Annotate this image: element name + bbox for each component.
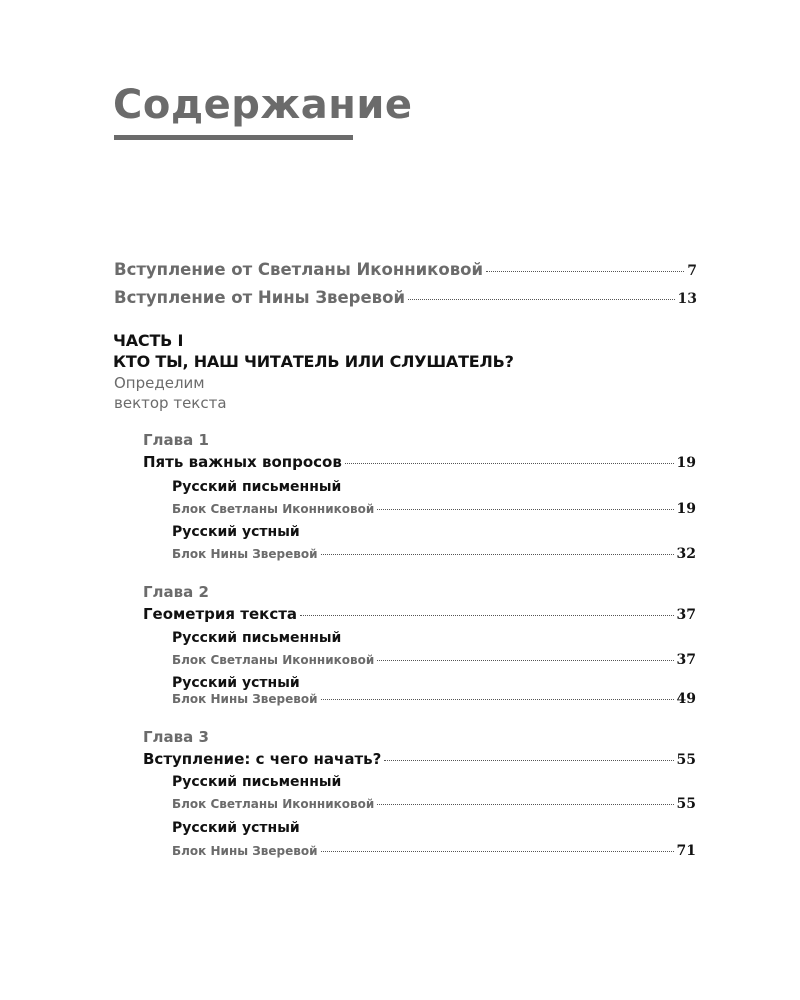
chapter-title: Вступление: с чего начать? (143, 750, 382, 768)
leader-dots (384, 760, 673, 761)
leader-dots (321, 699, 674, 700)
section-heading: Русский письменный (172, 630, 342, 646)
block-label: Блок Светланы Иконниковой (172, 502, 375, 516)
section-heading: Русский письменный (172, 479, 342, 495)
page-number: 49 (676, 691, 696, 707)
section-heading: Русский письменный (172, 774, 342, 790)
toc-entry-block[interactable] (172, 691, 696, 707)
section-heading: Русский устный (172, 820, 300, 836)
leader-dots (345, 463, 674, 464)
toc-entry-label: Вступление от Нины Зверевой (114, 288, 406, 307)
block-label: Блок Нины Зверевой (172, 547, 318, 561)
block-label: Блок Нины Зверевой (172, 844, 318, 858)
part-subtitle-line1: Определим (114, 374, 205, 392)
section-heading: Русский устный (172, 675, 300, 691)
toc-entry-intro-2[interactable] (114, 288, 697, 307)
leader-dots (377, 804, 673, 805)
page-number: 19 (676, 501, 696, 517)
part-subtitle-line2: вектор текста (114, 394, 227, 412)
leader-dots (408, 299, 674, 300)
leader-dots (300, 615, 673, 616)
chapter-title: Пять важных вопросов (143, 453, 342, 471)
page-number: 55 (676, 796, 696, 812)
toc-entry-block[interactable] (172, 501, 696, 517)
leader-dots (377, 509, 673, 510)
part-number: ЧАСТЬ I (113, 331, 184, 350)
toc-entry-block[interactable] (172, 843, 696, 859)
block-label: Блок Нины Зверевой (172, 692, 318, 706)
block-label: Блок Светланы Иконниковой (172, 653, 375, 667)
chapter-label: Глава 2 (143, 583, 209, 601)
chapter-title: Геометрия текста (143, 605, 298, 623)
toc-entry-chapter-1[interactable] (143, 453, 696, 471)
leader-dots (321, 851, 674, 852)
page-number: 13 (677, 291, 697, 307)
chapter-label: Глава 3 (143, 728, 209, 746)
page-number: 71 (676, 843, 696, 859)
page-number: 55 (676, 752, 696, 768)
page-number: 19 (676, 455, 696, 471)
part-title: КТО ТЫ, НАШ ЧИТАТЕЛЬ ИЛИ СЛУШАТЕЛЬ? (113, 352, 514, 371)
section-heading: Русский устный (172, 524, 300, 540)
toc-entry-chapter-2[interactable] (143, 605, 696, 623)
leader-dots (321, 554, 674, 555)
chapter-label: Глава 1 (143, 431, 209, 449)
toc-entry-block[interactable] (172, 796, 696, 812)
toc-entry-intro-1[interactable] (114, 260, 697, 279)
page-number: 32 (676, 546, 696, 562)
leader-dots (486, 271, 684, 272)
leader-dots (377, 660, 673, 661)
page-number: 7 (687, 263, 697, 279)
title-underline (114, 135, 353, 140)
toc-entry-block[interactable] (172, 652, 696, 668)
block-label: Блок Светланы Иконниковой (172, 797, 375, 811)
page-title: Содержание (113, 82, 413, 128)
toc-entry-label: Вступление от Светланы Иконниковой (114, 260, 484, 279)
page-number: 37 (676, 652, 696, 668)
toc-entry-chapter-3[interactable] (143, 750, 696, 768)
toc-entry-block[interactable] (172, 546, 696, 562)
page-number: 37 (676, 607, 696, 623)
